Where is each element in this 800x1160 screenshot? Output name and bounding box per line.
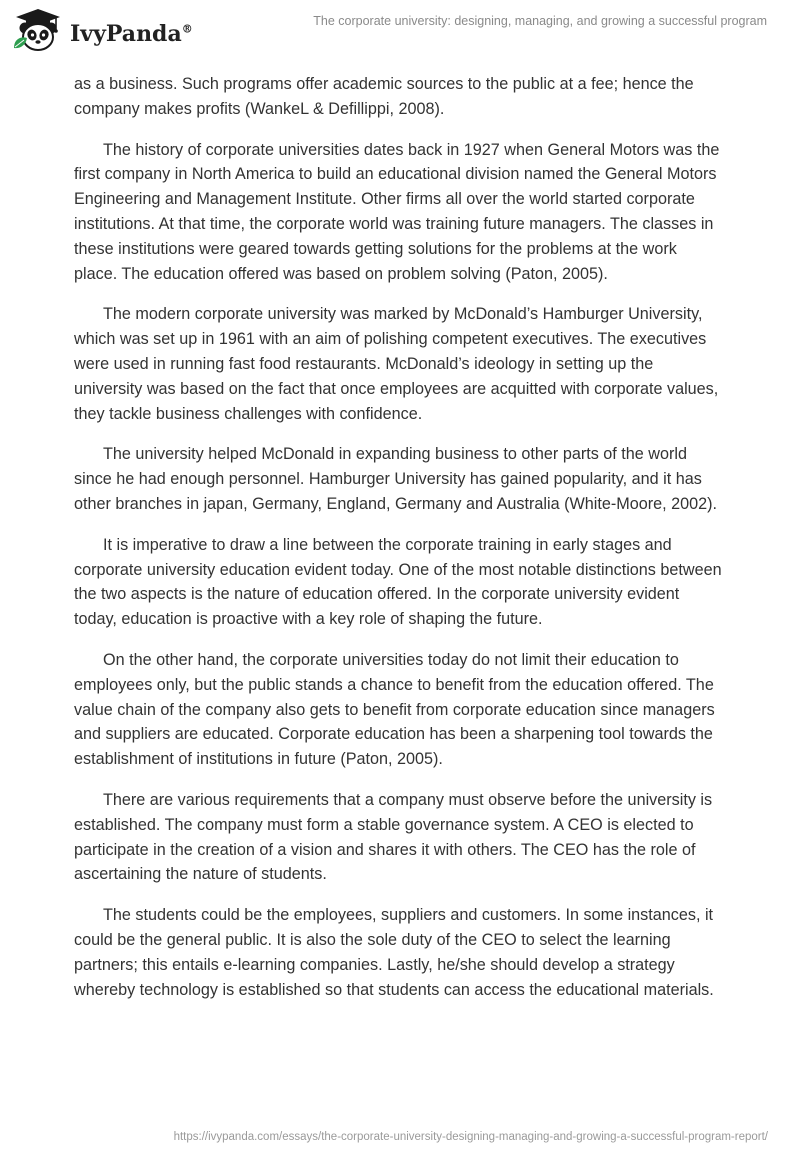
page-header (0, 0, 800, 60)
source-url-link[interactable]: https://ivypanda.com/essays/the-corporate-university-designing-managing-and-growing-a-successful-program-report/ (173, 1131, 768, 1143)
paragraph: as a business. Such programs offer academic sources to the public at a fee; hence the company makes profits (WankeL & Defillippi, 2008). (74, 75, 694, 118)
ivypanda-logo[interactable] (12, 8, 193, 57)
brand-name: IvyPanda® (70, 20, 193, 47)
paragraph: The university helped McDonald in expanding business to other parts of the world since he had enough personnel. Hamburger University has gained popularity, and it has other branches in japan, Germany, England, Germany and Australia (White-Moore, 2002). (74, 445, 718, 513)
paragraph: On the other hand, the corporate universities today do not limit their education to employees only, but the public stands a chance to benefit from the education offered. The value chain of the company also gets to benefit from corporate education since managers and suppliers are educated. Corporate education has been a sharpening tool towards the establishment of institutions in future (Paton, 2005). (74, 650, 715, 769)
paragraph: The history of corporate universities dates back in 1927 when General Motors was the first company in North America to build an educational division named the General Motors Engineering and Management Institute. Other firms all over the world started corporate institutions. At that time, the corporate world was training future managers. The classes in these institutions were geared towards getting solutions for the problems at the work place. The education offered was based on problem solving (Paton, 2005). (74, 140, 720, 283)
paragraph: The students could be the employees, suppliers and customers. In some instances, it could be the general public. It is also the sole duty of the CEO to select the learning partners; this entails e-learning companies. Lastly, he/she should develop a strategy whereby technology is established so that students can access the educational materials. (74, 906, 714, 999)
paragraph: It is imperative to draw a line between the corporate training in early stages and corporate university education evident today. One of the most notable distinctions between the two aspects is the nature of education offered. In the corporate university evident today, education is proactive with a key role of shaping the future. (74, 535, 722, 629)
paragraph: The modern corporate university was marked by McDonald’s Hamburger University, which was set up in 1961 with an aim of polishing competent executives. The executives were used in running fast food restaurants. McDonald’s ideology in setting up the university was based on the fact that once employees are acquitted with corporate values, they tackle business challenges with confidence. (74, 305, 719, 423)
paragraph: There are various requirements that a company must observe before the university is established. The company must form a stable governance system. A CEO is elected to participate in the creation of a vision and shares it with others. The CEO has the role of ascertaining the nature of students. (74, 790, 713, 884)
essay-body (74, 72, 724, 1018)
document-title: The corporate university: designing, managing, and growing a successful program (313, 14, 767, 28)
panda-graduate-logo-icon (12, 8, 64, 57)
